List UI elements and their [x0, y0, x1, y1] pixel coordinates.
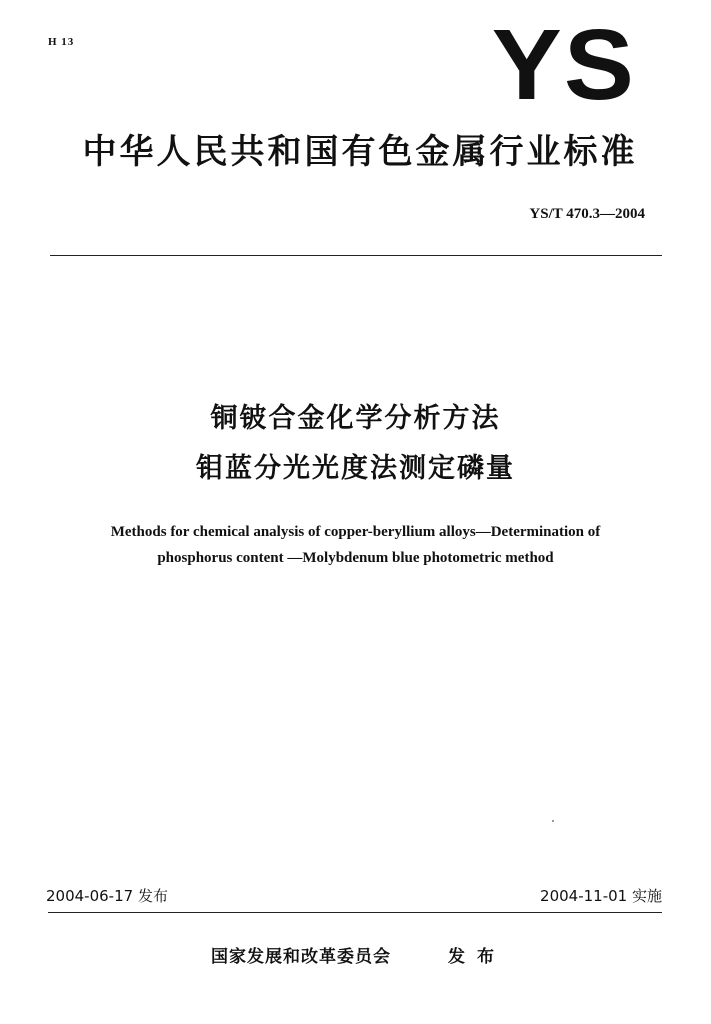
top-divider [50, 255, 662, 256]
publisher-name: 国家发展和改革委员会 [211, 947, 391, 967]
publish-label: 发布 [448, 947, 506, 967]
implementation-date: 2004-11-01 实施 [540, 887, 662, 905]
scan-speck [552, 820, 554, 822]
issue-date: 2004-06-17 发布 [46, 887, 168, 905]
standard-number: YS/T 470.3—2004 [529, 206, 645, 222]
english-title-line-1: Methods for chemical analysis of copper-beryllium alloys—Determination of [110, 524, 601, 540]
chinese-title-line-2: 钼蓝分光光度法测定磷量 [196, 453, 515, 484]
english-title-line-2: phosphorus content —Molybdenum blue photometric method [157, 550, 554, 566]
issuer-title: 中华人民共和国有色金属行业标准 [82, 132, 638, 172]
ys-logo: YS [491, 9, 636, 121]
chinese-title-line-1: 铜铍合金化学分析方法 [210, 403, 501, 434]
classification-code: H 13 [48, 36, 75, 48]
bottom-divider [48, 912, 662, 913]
